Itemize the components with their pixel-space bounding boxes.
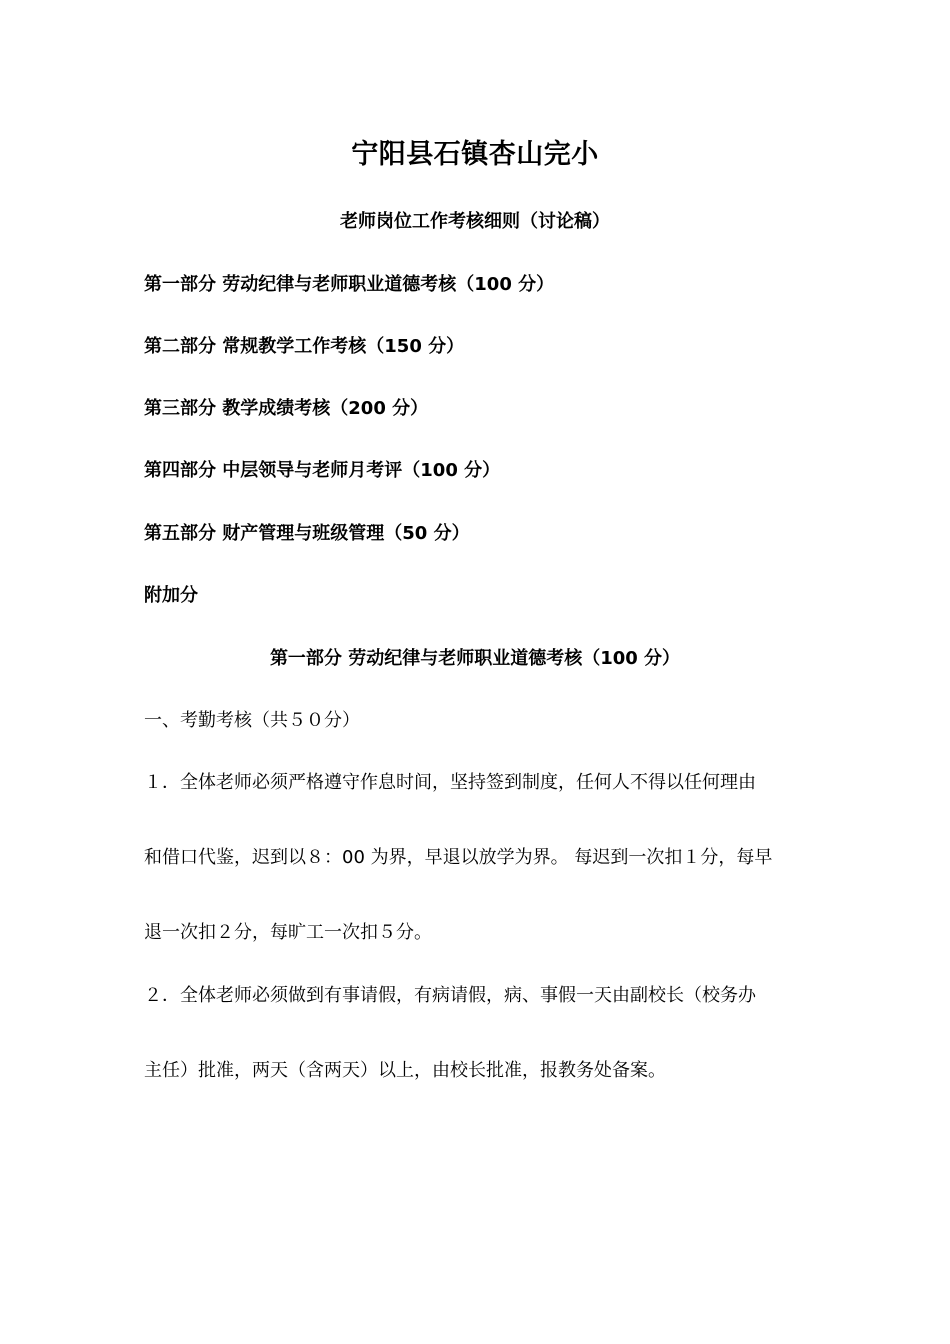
document-title: 宁阳县石镇杏山完小 — [351, 139, 599, 170]
toc-item-part-2: 第二部分 常规教学工作考核（150 分） — [144, 336, 465, 357]
toc-item-part-5: 第五部分 财产管理与班级管理（50 分） — [144, 523, 470, 544]
paragraph-line: ２．全体老师必须做到有事请假，有病请假，病、事假一天由副校长（校务办 — [144, 985, 756, 1006]
document-subtitle: 老师岗位工作考核细则（讨论稿） — [340, 211, 610, 232]
toc-item-part-1: 第一部分 劳动纪律与老师职业道德考核（100 分） — [144, 274, 555, 295]
toc-item-part-3: 第三部分 教学成绩考核（200 分） — [144, 398, 429, 419]
subsection-heading: 一、考勤考核（共５０分） — [144, 710, 360, 731]
paragraph-line: １．全体老师必须严格遵守作息时间，坚持签到制度，任何人不得以任何理由 — [144, 772, 756, 793]
toc-item-part-4: 第四部分 中层领导与老师月考评（100 分） — [144, 460, 501, 481]
section-heading: 第一部分 劳动纪律与老师职业道德考核（100 分） — [269, 648, 681, 669]
paragraph-line: 退一次扣２分，每旷工一次扣５分。 — [144, 922, 432, 943]
toc-item-bonus: 附加分 — [144, 585, 198, 606]
paragraph-line: 和借口代鉴，迟到以８：00 为界，早退以放学为界。 每迟到一次扣１分，每早 — [144, 847, 773, 868]
paragraph-line: 主任）批准，两天（含两天）以上，由校长批准，报教务处备案。 — [144, 1060, 666, 1081]
